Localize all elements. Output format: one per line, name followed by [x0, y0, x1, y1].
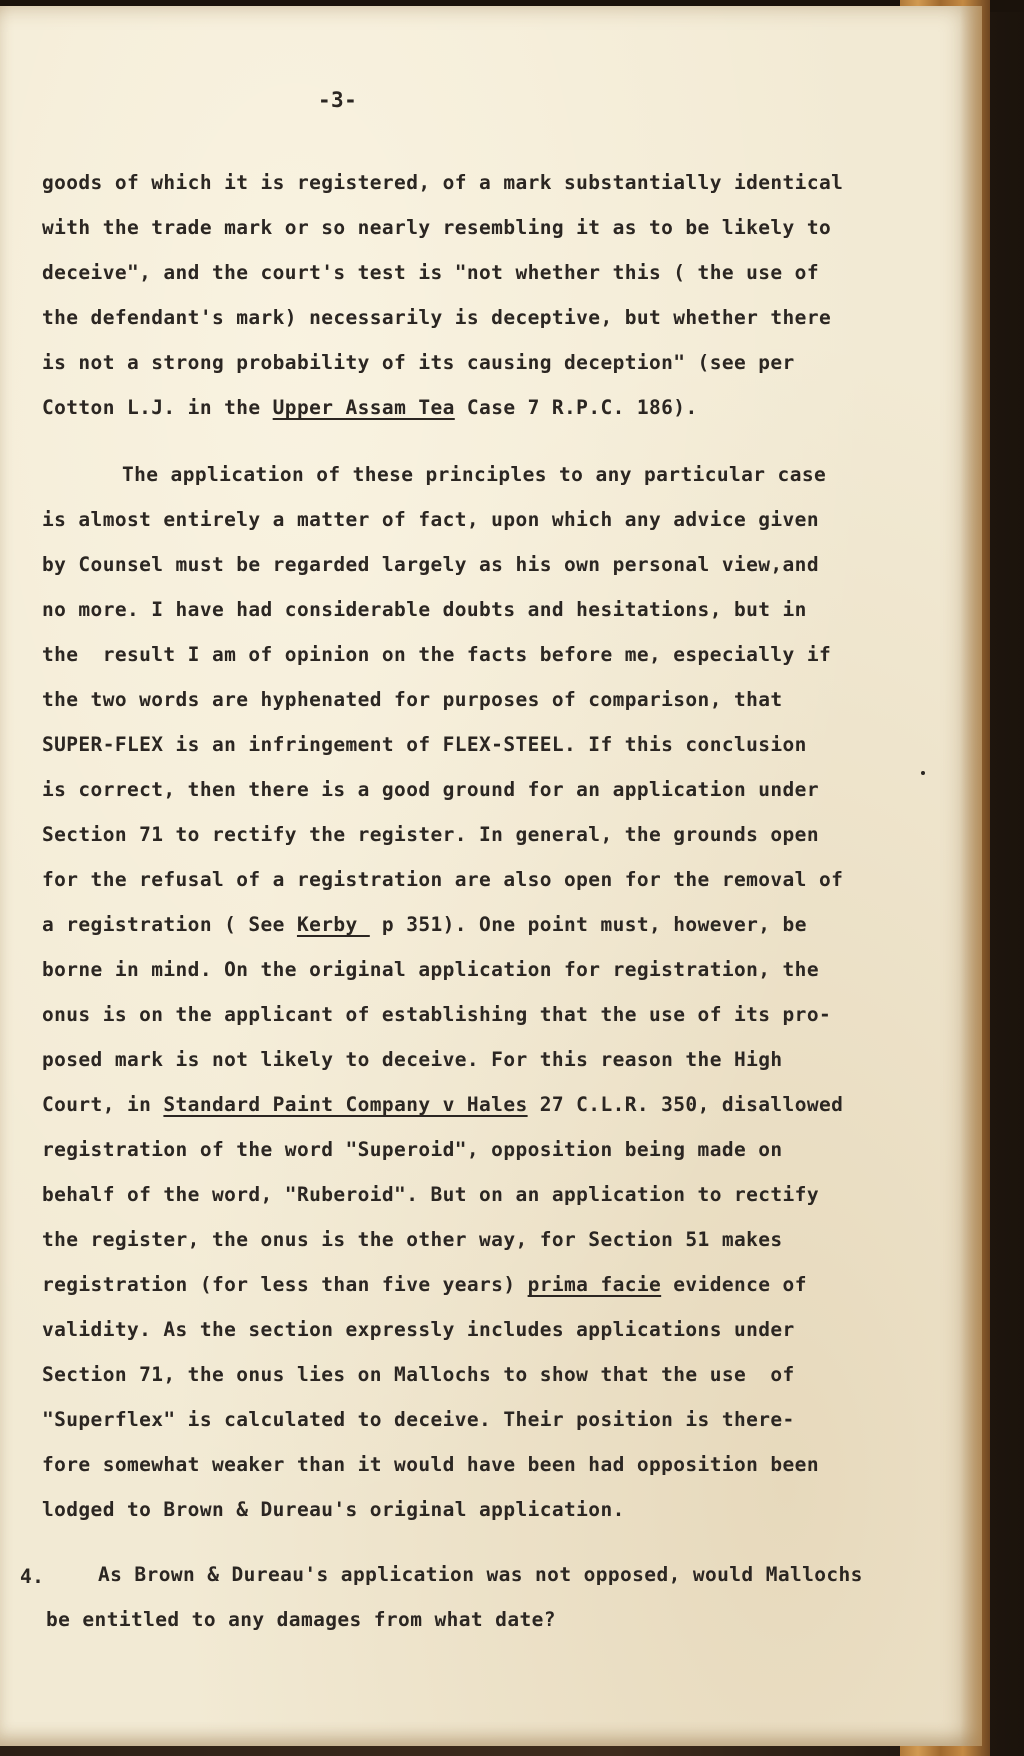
text-segment: 27 C.L.R. 350, disallowed: [527, 1093, 844, 1116]
latin-prima-facie: prima facie: [527, 1273, 662, 1296]
text-segment: Court, in: [42, 1093, 164, 1116]
text-line: with the trade mark or so nearly resembling it as to be likely to: [42, 216, 832, 239]
sheet-right-edge: [960, 6, 982, 1746]
text-segment: p 351). One point must, however, be: [369, 913, 807, 936]
text-segment: Case 7 R.P.C. 186).: [454, 396, 698, 419]
text-line: behalf of the word, "Ruberoid". But on an application to rectify: [42, 1183, 819, 1206]
text-segment: registration (for less than five years): [42, 1273, 528, 1296]
text-segment: evidence of: [661, 1273, 807, 1296]
text-line: is correct, then there is a good ground for an application under: [42, 778, 819, 801]
text-line: deceive", and the court's test is "not whether this ( the use of: [42, 261, 819, 284]
text-line: "Superflex" is calculated to deceive. Their position is there-: [42, 1408, 795, 1431]
text-line: is not a strong probability of its causing deception" (see per: [42, 351, 795, 374]
text-line: the result I am of opinion on the facts before me, especially if: [42, 643, 832, 666]
question-line: be entitled to any damages from what date?: [46, 1608, 556, 1631]
text-line: SUPER-FLEX is an infringement of FLEX-STEEL. If this conclusion: [42, 733, 807, 756]
case-name-upper-assam-tea: Upper Assam Tea: [272, 396, 455, 419]
text-line: by Counsel must be regarded largely as his own personal view,and: [42, 553, 819, 576]
text-line: [42, 915, 807, 935]
case-name-standard-paint: Standard Paint Company v Hales: [163, 1093, 528, 1116]
text-line: Section 71, the onus lies on Mallochs to show that the use of: [42, 1363, 795, 1386]
text-line: the defendant's mark) necessarily is deceptive, but whether there: [42, 306, 832, 329]
citation-kerby: Kerby: [296, 913, 370, 936]
text-line: Section 71 to rectify the register. In general, the grounds open: [42, 823, 819, 846]
text-line: registration of the word "Superoid", opposition being made on: [42, 1138, 783, 1161]
text-line: lodged to Brown & Dureau's original application.: [42, 1498, 625, 1521]
text-line: no more. I have had considerable doubts and hesitations, but in: [42, 598, 807, 621]
text-line: The application of these principles to any particular case: [122, 463, 827, 486]
text-line: for the refusal of a registration are also open for the removal of: [42, 868, 844, 891]
ink-dot: [921, 771, 925, 775]
text-line: fore somewhat weaker than it would have been had opposition been: [42, 1453, 819, 1476]
text-line: the register, the onus is the other way, for Section 51 makes: [42, 1228, 783, 1251]
text-line: onus is on the applicant of establishing that the use of its pro-: [42, 1003, 832, 1026]
text-line: [42, 398, 698, 418]
page-number: -3-: [318, 88, 358, 112]
text-line: [42, 1275, 807, 1295]
text-segment: a registration ( See: [42, 913, 297, 936]
question-number: 4.: [20, 1565, 45, 1588]
text-line: is almost entirely a matter of fact, upon which any advice given: [42, 508, 819, 531]
text-line: the two words are hyphenated for purposes of comparison, that: [42, 688, 783, 711]
text-line: validity. As the section expressly includes applications under: [42, 1318, 795, 1341]
question-line: As Brown & Dureau's application was not opposed, would Mallochs: [98, 1563, 863, 1586]
text-segment: Cotton L.J. in the: [42, 396, 273, 419]
text-line: posed mark is not likely to deceive. For this reason the High: [42, 1048, 783, 1071]
text-line: goods of which it is registered, of a mark substantially identical: [42, 171, 844, 194]
text-line: borne in mind. On the original application for registration, the: [42, 958, 819, 981]
text-line: [42, 1095, 843, 1115]
